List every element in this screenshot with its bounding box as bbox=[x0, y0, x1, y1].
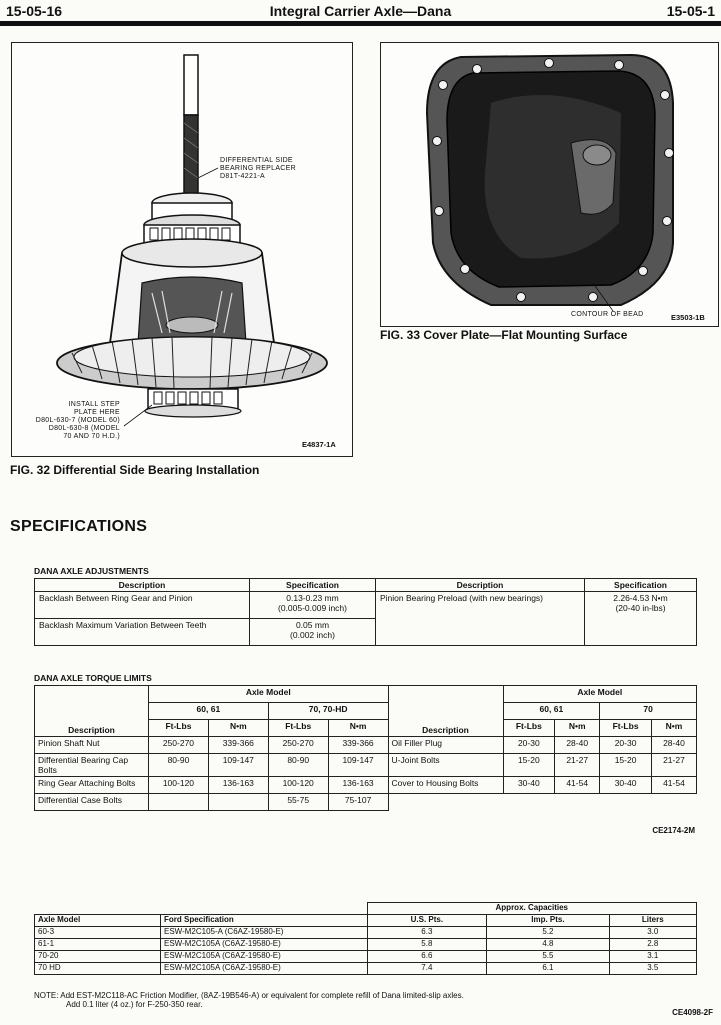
torque-cell bbox=[208, 794, 268, 811]
torque-cell: 21-27 bbox=[555, 754, 600, 777]
torque-cell: 28-40 bbox=[555, 737, 600, 754]
header-rule bbox=[0, 21, 721, 26]
unit-nm: N•m bbox=[328, 720, 388, 737]
torque-cell: 109-147 bbox=[328, 754, 388, 777]
torque-cell bbox=[149, 794, 209, 811]
figure-33-frame bbox=[380, 42, 719, 327]
torque-table-code: CE2174-2M bbox=[652, 826, 695, 835]
torque-cell: 75-107 bbox=[328, 794, 388, 811]
adj-cell: 0.05 mm (0.002 inch) bbox=[250, 619, 376, 646]
cap-cell: ESW-M2C105A (C6AZ-19580-E) bbox=[161, 963, 368, 975]
cap-cell: 5.8 bbox=[367, 939, 487, 951]
capacities-table bbox=[34, 902, 697, 975]
table-row bbox=[35, 592, 697, 619]
torque-cell: U-Joint Bolts bbox=[388, 754, 503, 777]
torque-cell: 28-40 bbox=[651, 737, 696, 754]
torque-table bbox=[34, 685, 697, 811]
torque-cell: 80-90 bbox=[268, 754, 328, 777]
cap-cell: 4.8 bbox=[487, 939, 609, 951]
torque-cell: 30-40 bbox=[600, 777, 652, 794]
figure-33-caption: FIG. 33 Cover Plate—Flat Mounting Surface bbox=[380, 328, 628, 342]
table-row bbox=[35, 927, 697, 939]
callout-bearing-replacer: DIFFERENTIAL SIDE BEARING REPLACER D81T-4221-A bbox=[220, 157, 296, 180]
capacities-group-row bbox=[35, 903, 697, 915]
cap-cell: 60-3 bbox=[35, 927, 161, 939]
adj-cell: 2.26-4.53 N•m (20-40 in-lbs) bbox=[585, 592, 697, 646]
col-specification-2: Specification bbox=[585, 579, 697, 592]
cap-blank bbox=[161, 903, 368, 915]
table-row bbox=[35, 963, 697, 975]
col-imp-pts: Imp. Pts. bbox=[487, 915, 609, 927]
torque-description-header: Description bbox=[35, 686, 149, 737]
col-us-pts: U.S. Pts. bbox=[367, 915, 487, 927]
group-60-61: 60, 61 bbox=[149, 703, 269, 720]
group-70-right: 70 bbox=[600, 703, 697, 720]
unit-ftlbs: Ft-Lbs bbox=[503, 720, 555, 737]
torque-cell: Pinion Shaft Nut bbox=[35, 737, 149, 754]
axle-model-header: Axle Model bbox=[149, 686, 389, 703]
cap-cell: 70 HD bbox=[35, 963, 161, 975]
torque-cell: 339-366 bbox=[208, 737, 268, 754]
cap-cell: 6.3 bbox=[367, 927, 487, 939]
unit-ftlbs: Ft-Lbs bbox=[268, 720, 328, 737]
torque-cell: Ring Gear Attaching Bolts bbox=[35, 777, 149, 794]
page-number-right: 15-05-1 bbox=[666, 3, 715, 19]
adjustments-table bbox=[34, 578, 697, 646]
differential-bearing-illustration bbox=[12, 43, 352, 456]
cap-cell: 6.1 bbox=[487, 963, 609, 975]
axle-model-header-2: Axle Model bbox=[503, 686, 697, 703]
unit-ftlbs: Ft-Lbs bbox=[600, 720, 652, 737]
torque-cell: 15-20 bbox=[503, 754, 555, 777]
cap-cell: 3.1 bbox=[609, 951, 696, 963]
capacities-note bbox=[34, 991, 464, 1009]
note-line-1: NOTE: Add EST-M2C118-AC Friction Modifier, (8AZ-19B546-A) or equivalent for complete refill of Dana limited-slip axles. bbox=[34, 991, 464, 1000]
figure-32-code: E4837-1A bbox=[302, 440, 336, 449]
cap-cell: 5.2 bbox=[487, 927, 609, 939]
adj-cell: Backlash Between Ring Gear and Pinion bbox=[35, 592, 250, 619]
cap-cell: 70-20 bbox=[35, 951, 161, 963]
torque-cell: 250-270 bbox=[149, 737, 209, 754]
group-70-70hd: 70, 70-HD bbox=[268, 703, 388, 720]
cap-cell: 61-1 bbox=[35, 939, 161, 951]
table-row bbox=[35, 754, 697, 777]
torque-cell: Differential Case Bolts bbox=[35, 794, 149, 811]
col-description: Description bbox=[35, 579, 250, 592]
adj-cell: Backlash Maximum Variation Between Teeth bbox=[35, 619, 250, 646]
unit-nm: N•m bbox=[555, 720, 600, 737]
cap-cell: ESW-M2C105A (C6AZ-19580-E) bbox=[161, 939, 368, 951]
torque-title: DANA AXLE TORQUE LIMITS bbox=[34, 673, 152, 683]
torque-cell: 20-30 bbox=[600, 737, 652, 754]
torque-cell: 136-163 bbox=[208, 777, 268, 794]
col-description-2: Description bbox=[376, 579, 585, 592]
unit-ftlbs: Ft-Lbs bbox=[149, 720, 209, 737]
running-header-title: Integral Carrier Axle—Dana bbox=[269, 3, 452, 19]
torque-header-row-1 bbox=[35, 686, 697, 703]
torque-cell: Differential Bearing Cap Bolts bbox=[35, 754, 149, 777]
cap-cell: 6.6 bbox=[367, 951, 487, 963]
unit-nm: N•m bbox=[208, 720, 268, 737]
callout-contour-of-bead: CONTOUR OF BEAD bbox=[571, 311, 644, 318]
capacities-header-row bbox=[35, 915, 697, 927]
cap-cell: 3.0 bbox=[609, 927, 696, 939]
torque-cell: Oil Filler Plug bbox=[388, 737, 503, 754]
cap-blank bbox=[35, 903, 161, 915]
figure-32-frame bbox=[11, 42, 353, 457]
adjustments-header-row bbox=[35, 579, 697, 592]
torque-cell: 339-366 bbox=[328, 737, 388, 754]
adjustments-title: DANA AXLE ADJUSTMENTS bbox=[34, 566, 149, 576]
capacities-table-code: CE4098-2F bbox=[672, 1008, 713, 1017]
specifications-heading: SPECIFICATIONS bbox=[10, 518, 148, 535]
torque-cell: Cover to Housing Bolts bbox=[388, 777, 503, 794]
cap-cell: 3.5 bbox=[609, 963, 696, 975]
torque-cell: 21-27 bbox=[651, 754, 696, 777]
table-row bbox=[35, 951, 697, 963]
adj-cell: 0.13-0.23 mm (0.005-0.009 inch) bbox=[250, 592, 376, 619]
torque-cell: 136-163 bbox=[328, 777, 388, 794]
torque-cell: 100-120 bbox=[149, 777, 209, 794]
note-line-2: Add 0.1 liter (4 oz.) for F-250-350 rear. bbox=[66, 1000, 203, 1009]
torque-cell: 30-40 bbox=[503, 777, 555, 794]
torque-cell: 80-90 bbox=[149, 754, 209, 777]
col-axle-model: Axle Model bbox=[35, 915, 161, 927]
torque-cell: 20-30 bbox=[503, 737, 555, 754]
figure-32-caption: FIG. 32 Differential Side Bearing Installation bbox=[10, 463, 260, 477]
torque-cell: 109-147 bbox=[208, 754, 268, 777]
callout-step-plate: INSTALL STEP PLATE HERE D80L-630-7 (MODEL 60) D80L-630-8 (MODEL 70 AND 70 H.D.) bbox=[35, 401, 120, 440]
page-number-left: 15-05-16 bbox=[6, 3, 63, 19]
cap-cell: ESW-M2C105A (C6AZ-19580-E) bbox=[161, 951, 368, 963]
torque-description-header-2: Description bbox=[388, 686, 503, 737]
torque-cell: 41-54 bbox=[651, 777, 696, 794]
col-liters: Liters bbox=[609, 915, 696, 927]
cap-cell: 5.5 bbox=[487, 951, 609, 963]
torque-cell: 100-120 bbox=[268, 777, 328, 794]
figure-33-code: E3503-1B bbox=[671, 313, 705, 322]
torque-cell: 41-54 bbox=[555, 777, 600, 794]
torque-empty-cell bbox=[388, 794, 697, 811]
torque-cell: 15-20 bbox=[600, 754, 652, 777]
cap-cell: 2.8 bbox=[609, 939, 696, 951]
cap-cell: ESW-M2C105-A (C6AZ-19580-E) bbox=[161, 927, 368, 939]
group-60-61-right: 60, 61 bbox=[503, 703, 600, 720]
cover-plate-illustration bbox=[381, 43, 718, 326]
table-row bbox=[35, 737, 697, 754]
unit-nm: N•m bbox=[651, 720, 696, 737]
col-specification: Specification bbox=[250, 579, 376, 592]
table-row bbox=[35, 794, 697, 811]
cap-cell: 7.4 bbox=[367, 963, 487, 975]
col-ford-spec: Ford Specification bbox=[161, 915, 368, 927]
table-row bbox=[35, 777, 697, 794]
approx-capacities-header: Approx. Capacities bbox=[367, 903, 697, 915]
table-row bbox=[35, 939, 697, 951]
torque-cell: 55-75 bbox=[268, 794, 328, 811]
torque-cell: 250-270 bbox=[268, 737, 328, 754]
adj-cell: Pinion Bearing Preload (with new bearings) bbox=[376, 592, 585, 646]
